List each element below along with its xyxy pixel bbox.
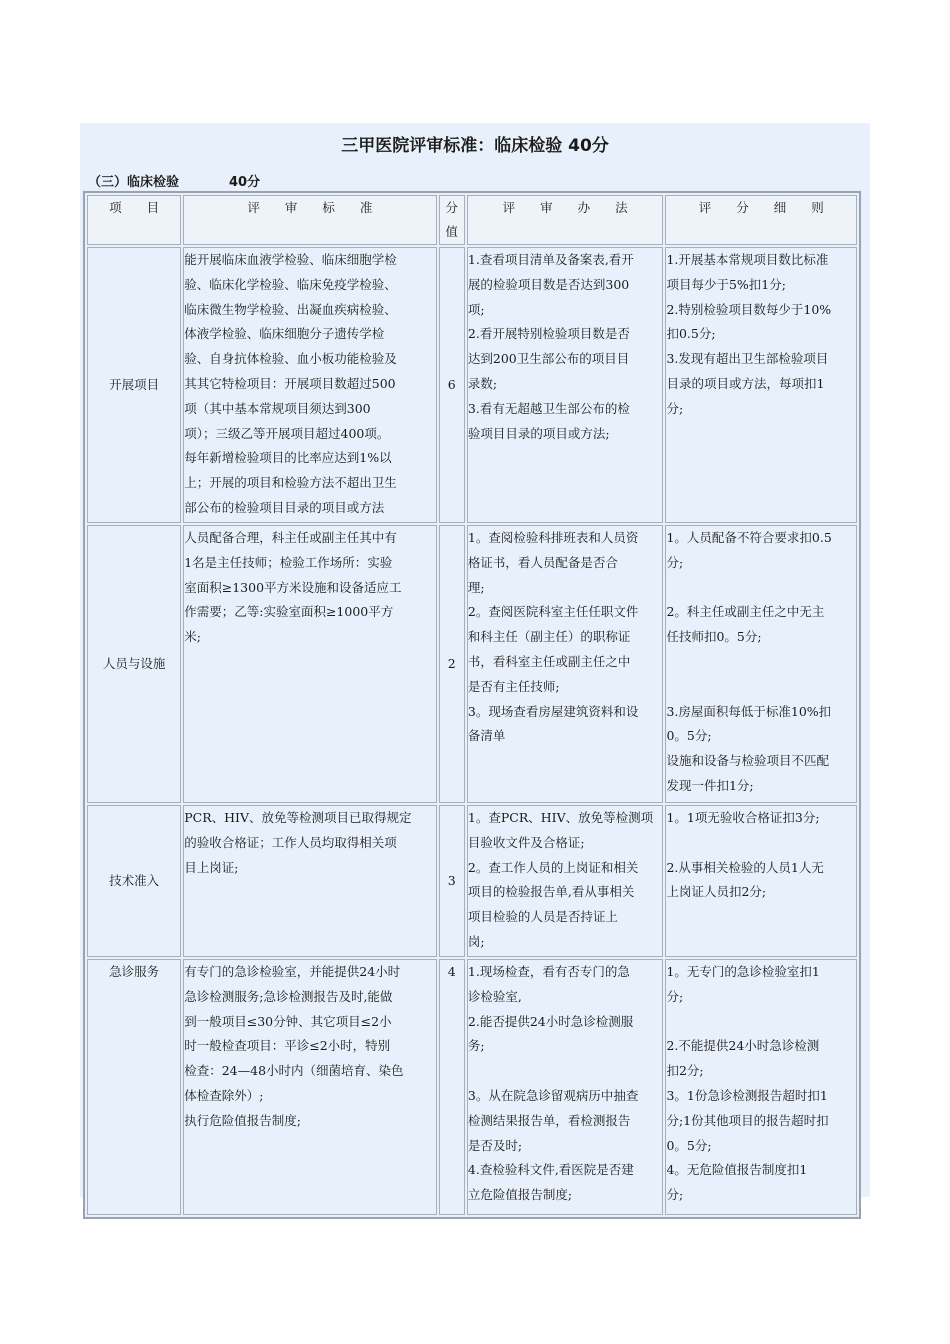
cell-line: 1。人员配备不符合要求扣0.5 [666, 530, 832, 545]
cell-line: 2.从事相关检验的人员1人无 [666, 859, 824, 875]
cell-line: 的验收合格证；工作人员均取得相关项 [184, 834, 397, 850]
cell-line [666, 675, 856, 700]
standard-cell [183, 247, 436, 523]
cell-line: 项; [467, 301, 485, 317]
cell-line: 理; [467, 579, 485, 595]
document-panel [80, 123, 870, 1203]
cell-line: 验、临床化学检验、临床免疫学检验、 [184, 276, 397, 292]
cell-line: 上；开展的项目和检验方法不超出卫生 [184, 475, 397, 491]
cell-line: 急诊检测服务;急诊检测报告及时,能做 [184, 988, 393, 1004]
cell-line: 4.查检验科文件,看医院是否建 [467, 1162, 634, 1178]
table-row [87, 525, 857, 803]
cell-line: 3。从在院急诊留观病历中抽查 [467, 1087, 639, 1103]
cell-line: 检查：24—48小时内（细菌培育、染色 [184, 1063, 404, 1079]
method-cell [467, 959, 664, 1215]
cell-line: 3.房屋面积每低于标准10%扣 [666, 703, 832, 719]
method-cell [467, 805, 664, 957]
cell-line: 岗; [467, 933, 485, 949]
cell-line: 到一般项目≤30分钟、其它项目≤2小 [184, 1013, 392, 1029]
score-cell: 6 [439, 247, 465, 523]
cell-line: 米; [184, 629, 201, 645]
cell-line: 目验收文件及合格证; [467, 834, 585, 850]
cell-line: 2.特别检验项目数每少于10% [666, 301, 832, 317]
cell-line: 分; [666, 1187, 684, 1203]
cell-line: 任技师扣0。5分; [666, 629, 762, 645]
method-cell [467, 247, 664, 523]
cell-line: 执行危险值报告制度; [184, 1112, 301, 1128]
method-cell [467, 525, 664, 803]
page-title: 三甲医院评审标准：临床检验 40分 [341, 136, 609, 156]
cell-line: 体检查除外）; [184, 1087, 264, 1103]
cell-line: 4。无危险值报告制度扣1 [666, 1162, 808, 1178]
cell-line: 1。查PCR、HIV、放免等检测项 [467, 810, 654, 825]
cell-line: 每年新增检验项目的比率应达到1%以 [184, 450, 392, 466]
rules-cell [665, 525, 857, 803]
item-name-cell: 人员与设施 [87, 525, 181, 803]
cell-line [666, 1010, 856, 1035]
cell-line: 目上岗证; [184, 859, 239, 875]
table-row [87, 959, 857, 1215]
section-label: （三）临床检验 [88, 175, 180, 190]
cell-line: 是否有主任技师; [467, 678, 560, 694]
cell-line: 1名是主任技师；检验工作场所：实验 [184, 554, 393, 570]
cell-line: 分;1份其他项目的报告超时扣 [666, 1112, 829, 1128]
cell-line: 作需要；乙等:实验室面积≥1000平方 [184, 604, 394, 620]
rules-cell [665, 959, 857, 1215]
cell-line: 项目的检验报告单,看从事相关 [467, 884, 635, 900]
cell-line: 部公布的检验项目目录的项目或方法 [184, 499, 385, 515]
cell-line: 扣2分; [666, 1063, 704, 1079]
cell-line: 项目每少于5%扣1分; [666, 276, 786, 292]
cell-line: 目录的项目或方法，每项扣1 [666, 375, 825, 391]
cell-line: 1.现场检查，看有否专门的急 [467, 964, 630, 979]
cell-line: 其其它特检项目：开展项目数超过500 [184, 375, 396, 391]
cell-line: 3。1份急诊检测报告超时扣1 [666, 1087, 828, 1103]
cell-line: 有专门的急诊检验室，并能提供24小时 [184, 964, 401, 979]
cell-line [468, 1059, 663, 1084]
cell-line: 检测结果报告单，看检测报告 [467, 1112, 631, 1128]
cell-line: PCR、HIV、放免等检测项目已取得规定 [184, 810, 412, 825]
cell-line [666, 831, 856, 856]
header-method: 评 审 办 法 [467, 195, 664, 245]
cell-line: 时一般检查项目：平诊≤2小时，特别 [184, 1038, 391, 1054]
header-standard: 评 审 标 准 [183, 195, 436, 245]
cell-line: 务; [467, 1038, 485, 1054]
item-name-cell: 技术准入 [87, 805, 181, 957]
standard-cell [183, 805, 436, 957]
cell-line: 2。查阅医院科室主任任职文件 [467, 604, 639, 620]
score-cell: 2 [439, 525, 465, 803]
cell-line: 项目检验的人员是否持证上 [467, 909, 618, 925]
cell-line: 0。5分; [666, 1137, 712, 1153]
cell-line: 是否及时; [467, 1137, 523, 1153]
cell-line: 分; [666, 988, 684, 1004]
table-header-row [87, 195, 857, 245]
cell-line: 上岗证人员扣2分; [666, 884, 767, 900]
cell-line: 0。5分; [666, 728, 712, 744]
cell-line: 发现一件扣1分; [666, 777, 754, 793]
cell-line: 录数; [467, 375, 498, 391]
score-cell: 4 [439, 959, 465, 1215]
cell-line: 3.发现有超出卫生部检验项目 [666, 351, 829, 367]
cell-line: 分; [666, 554, 684, 570]
cell-line: 3.看有无超越卫生部公布的检 [467, 400, 630, 416]
cell-line: 1。1项无验收合格证扣3分; [666, 810, 820, 825]
cell-line: 2.能否提供24小时急诊检测服 [467, 1013, 634, 1029]
cell-line: 2。科主任或副主任之中无主 [666, 604, 825, 620]
cell-line: 分; [666, 400, 684, 416]
rules-cell [665, 247, 857, 523]
cell-line: 验项目目录的项目或方法; [467, 425, 610, 441]
cell-line: 临床微生物学检验、出凝血疾病检验、 [184, 301, 397, 317]
table-row [87, 805, 857, 957]
cell-line: 体液学检验、临床细胞分子遗传学检 [184, 326, 385, 342]
cell-line: 2.看开展特别检验项目数是否 [467, 326, 630, 342]
cell-line: 项（其中基本常规项目须达到300 [184, 400, 371, 416]
cell-line: 达到200卫生部公布的项目目 [467, 351, 630, 367]
cell-line: 扣0.5分; [666, 326, 716, 342]
standard-cell [183, 525, 436, 803]
criteria-table [83, 191, 861, 1219]
table-row [87, 247, 857, 523]
cell-line: 项）；三级乙等开展项目超过400项。 [184, 425, 390, 441]
standard-cell [183, 959, 436, 1215]
cell-line: 1。查阅检验科排班表和人员资 [467, 530, 639, 545]
cell-line: 格证书，看人员配备是否合 [467, 554, 618, 570]
cell-line: 1.查看项目清单及备案表,看开 [467, 252, 634, 267]
cell-line: 展的检验项目数是否达到300 [467, 276, 630, 292]
cell-line [666, 650, 856, 675]
cell-line: 人员配备合理，科主任或副主任其中有 [184, 530, 397, 545]
section-score: 40分 [229, 175, 261, 190]
cell-line [666, 576, 856, 601]
cell-line: 3。现场查看房屋建筑资料和设 [467, 703, 639, 719]
cell-line: 验、自身抗体检验、血小板功能检验及 [184, 351, 397, 367]
cell-line: 2.不能提供24小时急诊检测 [666, 1038, 820, 1054]
header-rules: 评 分 细 则 [665, 195, 857, 245]
cell-line: 能开展临床血液学检验、临床细胞学检 [184, 252, 397, 267]
header-score: 分值 [439, 195, 465, 245]
header-item: 项 目 [87, 195, 181, 245]
cell-line: 1.开展基本常规项目数比标准 [666, 252, 829, 267]
item-name-cell: 开展项目 [87, 247, 181, 523]
score-cell: 3 [439, 805, 465, 957]
cell-line: 诊检验室, [467, 988, 522, 1004]
section-heading [88, 171, 260, 190]
cell-line: 室面积≥1300平方米设施和设备适应工 [184, 579, 402, 595]
cell-line: 备清单 [467, 728, 506, 744]
cell-line: 2。查工作人员的上岗证和相关 [467, 859, 639, 875]
item-name-cell: 急诊服务 [87, 959, 181, 1215]
rules-cell [665, 805, 857, 957]
cell-line: 书，看科室主任或副主任之中 [467, 653, 631, 669]
cell-line: 设施和设备与检验项目不匹配 [666, 753, 829, 769]
cell-line: 立危险值报告制度; [467, 1187, 573, 1203]
cell-line: 和科主任（副主任）的职称证 [467, 629, 631, 645]
cell-line: 1。无专门的急诊检验室扣1 [666, 964, 820, 979]
